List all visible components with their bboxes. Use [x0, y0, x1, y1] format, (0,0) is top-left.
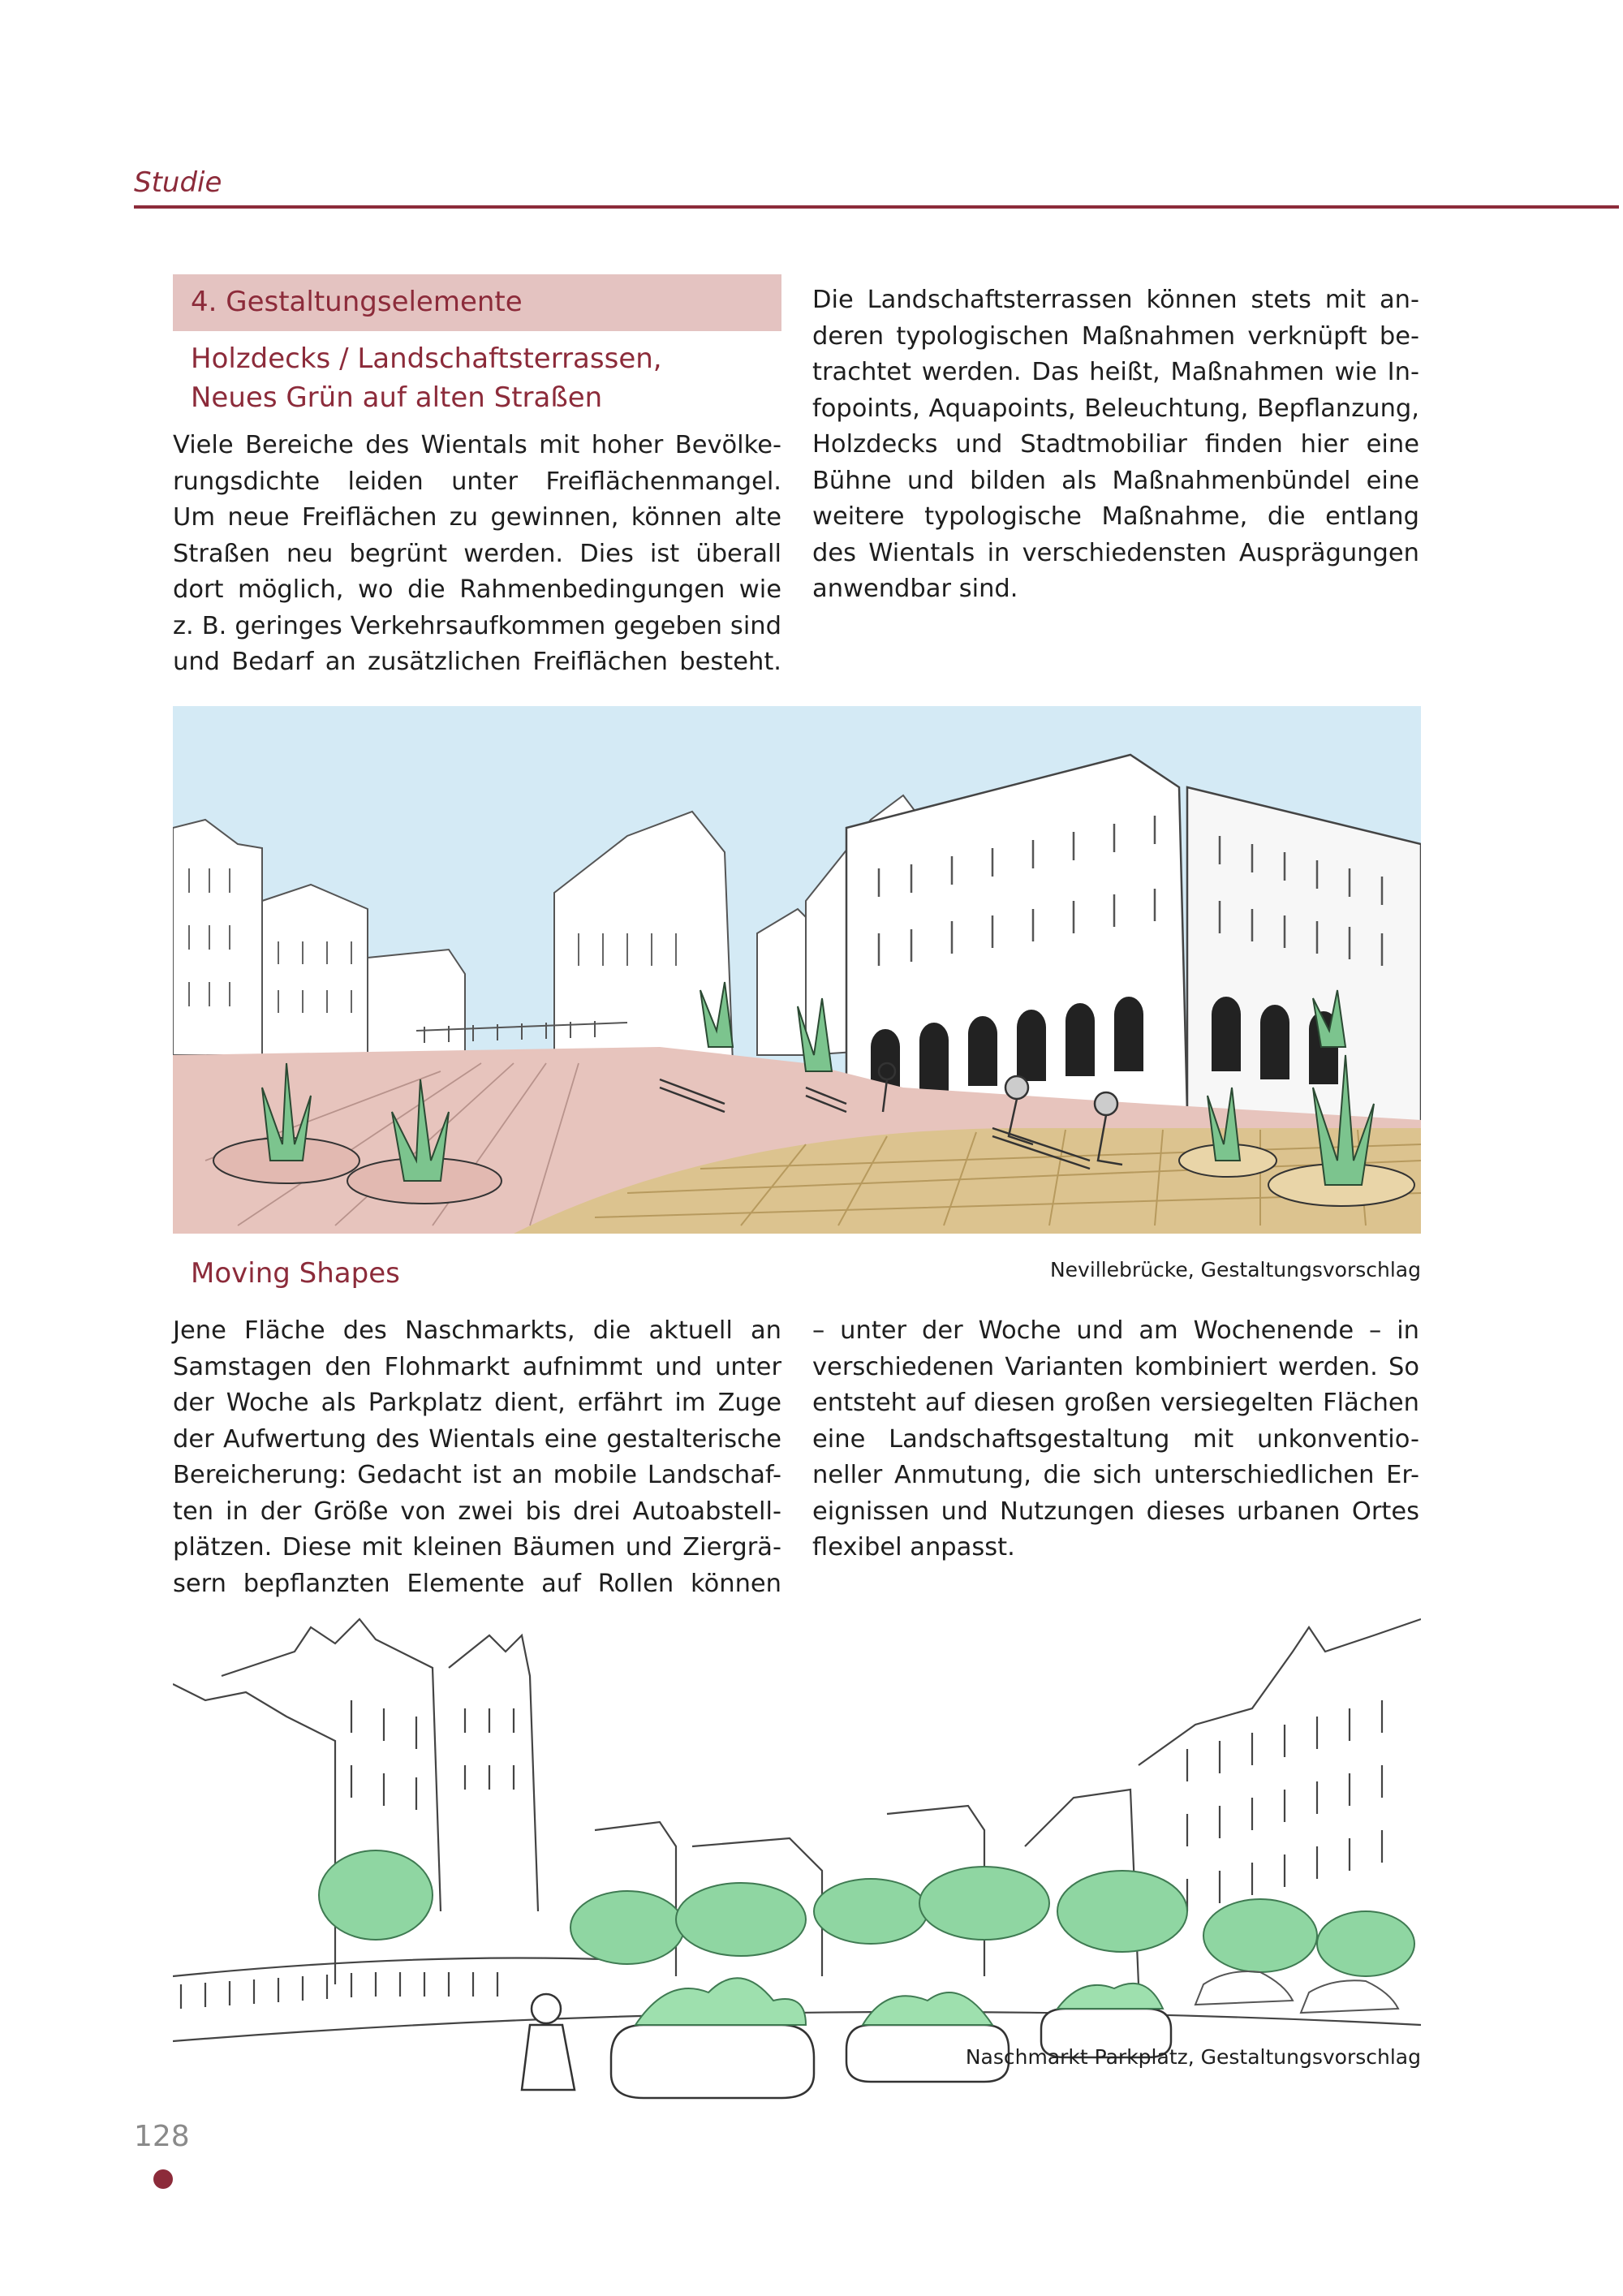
sketch-naschmarkt [173, 1603, 1421, 2106]
sketch-nevillebruecke [173, 706, 1421, 1234]
text-column-1 [173, 428, 781, 681]
paragraph-line: – unter der Woche und am Wochenende – in [812, 1316, 1419, 1345]
paragraph-line: rungsdichte leiden unter Freiflächenmangel. [173, 467, 781, 496]
paragraph-line: Bereicherung: Gedacht ist an mobile Landschaf- [173, 1461, 781, 1489]
paragraph-line: Samstagen den Flohmarkt aufnimmt und unter [173, 1352, 781, 1381]
subsection-title-holzdecks [191, 339, 662, 417]
paragraph-line: und Bedarf an zusätzlichen Freiflächen besteht. [173, 648, 781, 676]
paragraph-line: eine Landschaftsgestaltung mit unkonventio- [812, 1424, 1419, 1454]
paragraph-line: trachtet werden. Das heißt, Maßnahmen wie In- [812, 358, 1419, 386]
subsection-title-line: Holzdecks / Landschaftsterrassen, [191, 342, 662, 375]
paragraph-line: anwendbar sind. [812, 575, 1018, 603]
paragraph-line: z. B. geringes Verkehrsaufkommen gegeben sind [173, 611, 781, 640]
paragraph-line: entsteht auf diesen großen versiegelten Flächen [812, 1389, 1419, 1417]
text-column-3 [173, 1313, 781, 1602]
paragraph-line: der Aufwertung des Wientals eine gestalterische [173, 1424, 781, 1454]
paragraph-line: Straßen neu begrünt werden. Dies ist überall [173, 539, 781, 568]
paragraph-line: sern bepflanzten Elemente auf Rollen können [173, 1569, 781, 1598]
figure-caption-naschmarkt: Naschmarkt Parkplatz, Gestaltungsvorschlag [965, 2045, 1421, 2069]
paragraph-line: des Wientals in verschiedensten Ausprägungen [812, 538, 1419, 567]
subsection-title-moving-shapes: Moving Shapes [191, 1257, 400, 1290]
figure-caption-nevillebruecke: Nevillebrücke, Gestaltungsvorschlag [1049, 1258, 1421, 1282]
paragraph-line: dort möglich, wo die Rahmenbedingungen wie [173, 575, 781, 604]
paragraph-line: fopoints, Aquapoints, Beleuchtung, Bepflanzung, [812, 394, 1419, 423]
text-column-2 [812, 282, 1419, 608]
sketch-naschmarkt-drawing [173, 1603, 1421, 2106]
paragraph-line: flexibel anpasst. [812, 1533, 1015, 1562]
page-dot-marker [153, 2169, 173, 2189]
subsection-title-line: Neues Grün auf alten Straßen [191, 381, 603, 414]
text-column-4 [812, 1313, 1419, 1566]
paragraph-line: Um neue Freiflächen zu gewinnen, können alte [173, 503, 781, 532]
header-rule [134, 205, 1619, 209]
paragraph-line: Viele Bereiche des Wientals mit hoher Bevölke- [173, 431, 781, 459]
section-heading-band [173, 274, 781, 331]
paragraph-line: deren typologischen Maßnahmen verknüpft be- [812, 321, 1419, 351]
paragraph-line: ten in der Größe von zwei bis drei Autoabstell- [173, 1497, 781, 1526]
paragraph-line: Bühne und bilden als Maßnahmenbündel eine [812, 466, 1419, 495]
paragraph-line: Die Landschaftsterrassen können stets mit an- [812, 286, 1419, 314]
paragraph-line: plätzen. Diese mit kleinen Bäumen und Ziergrä- [173, 1533, 781, 1562]
running-header: Studie [134, 166, 222, 199]
paragraph-line: neller Anmutung, die sich unterschiedlichen Er- [812, 1461, 1419, 1489]
paragraph-line: weitere typologische Maßnahme, die entlang [812, 502, 1419, 531]
paragraph-line: verschiedenen Varianten kombiniert werden. So [812, 1352, 1419, 1381]
paragraph-line: Jene Fläche des Naschmarkts, die aktuell an [173, 1316, 781, 1345]
sketch-nevillebruecke-drawing [173, 706, 1421, 1234]
paragraph-line: Holzdecks und Stadtmobiliar finden hier eine [812, 430, 1419, 459]
paragraph-line: eignissen und Nutzungen dieses urbanen Ortes [812, 1497, 1419, 1526]
page-number: 128 [134, 2120, 190, 2153]
section-title: 4. Gestaltungselemente [191, 286, 523, 318]
paragraph-line: der Woche als Parkplatz dient, erfährt im Zuge [173, 1389, 781, 1417]
